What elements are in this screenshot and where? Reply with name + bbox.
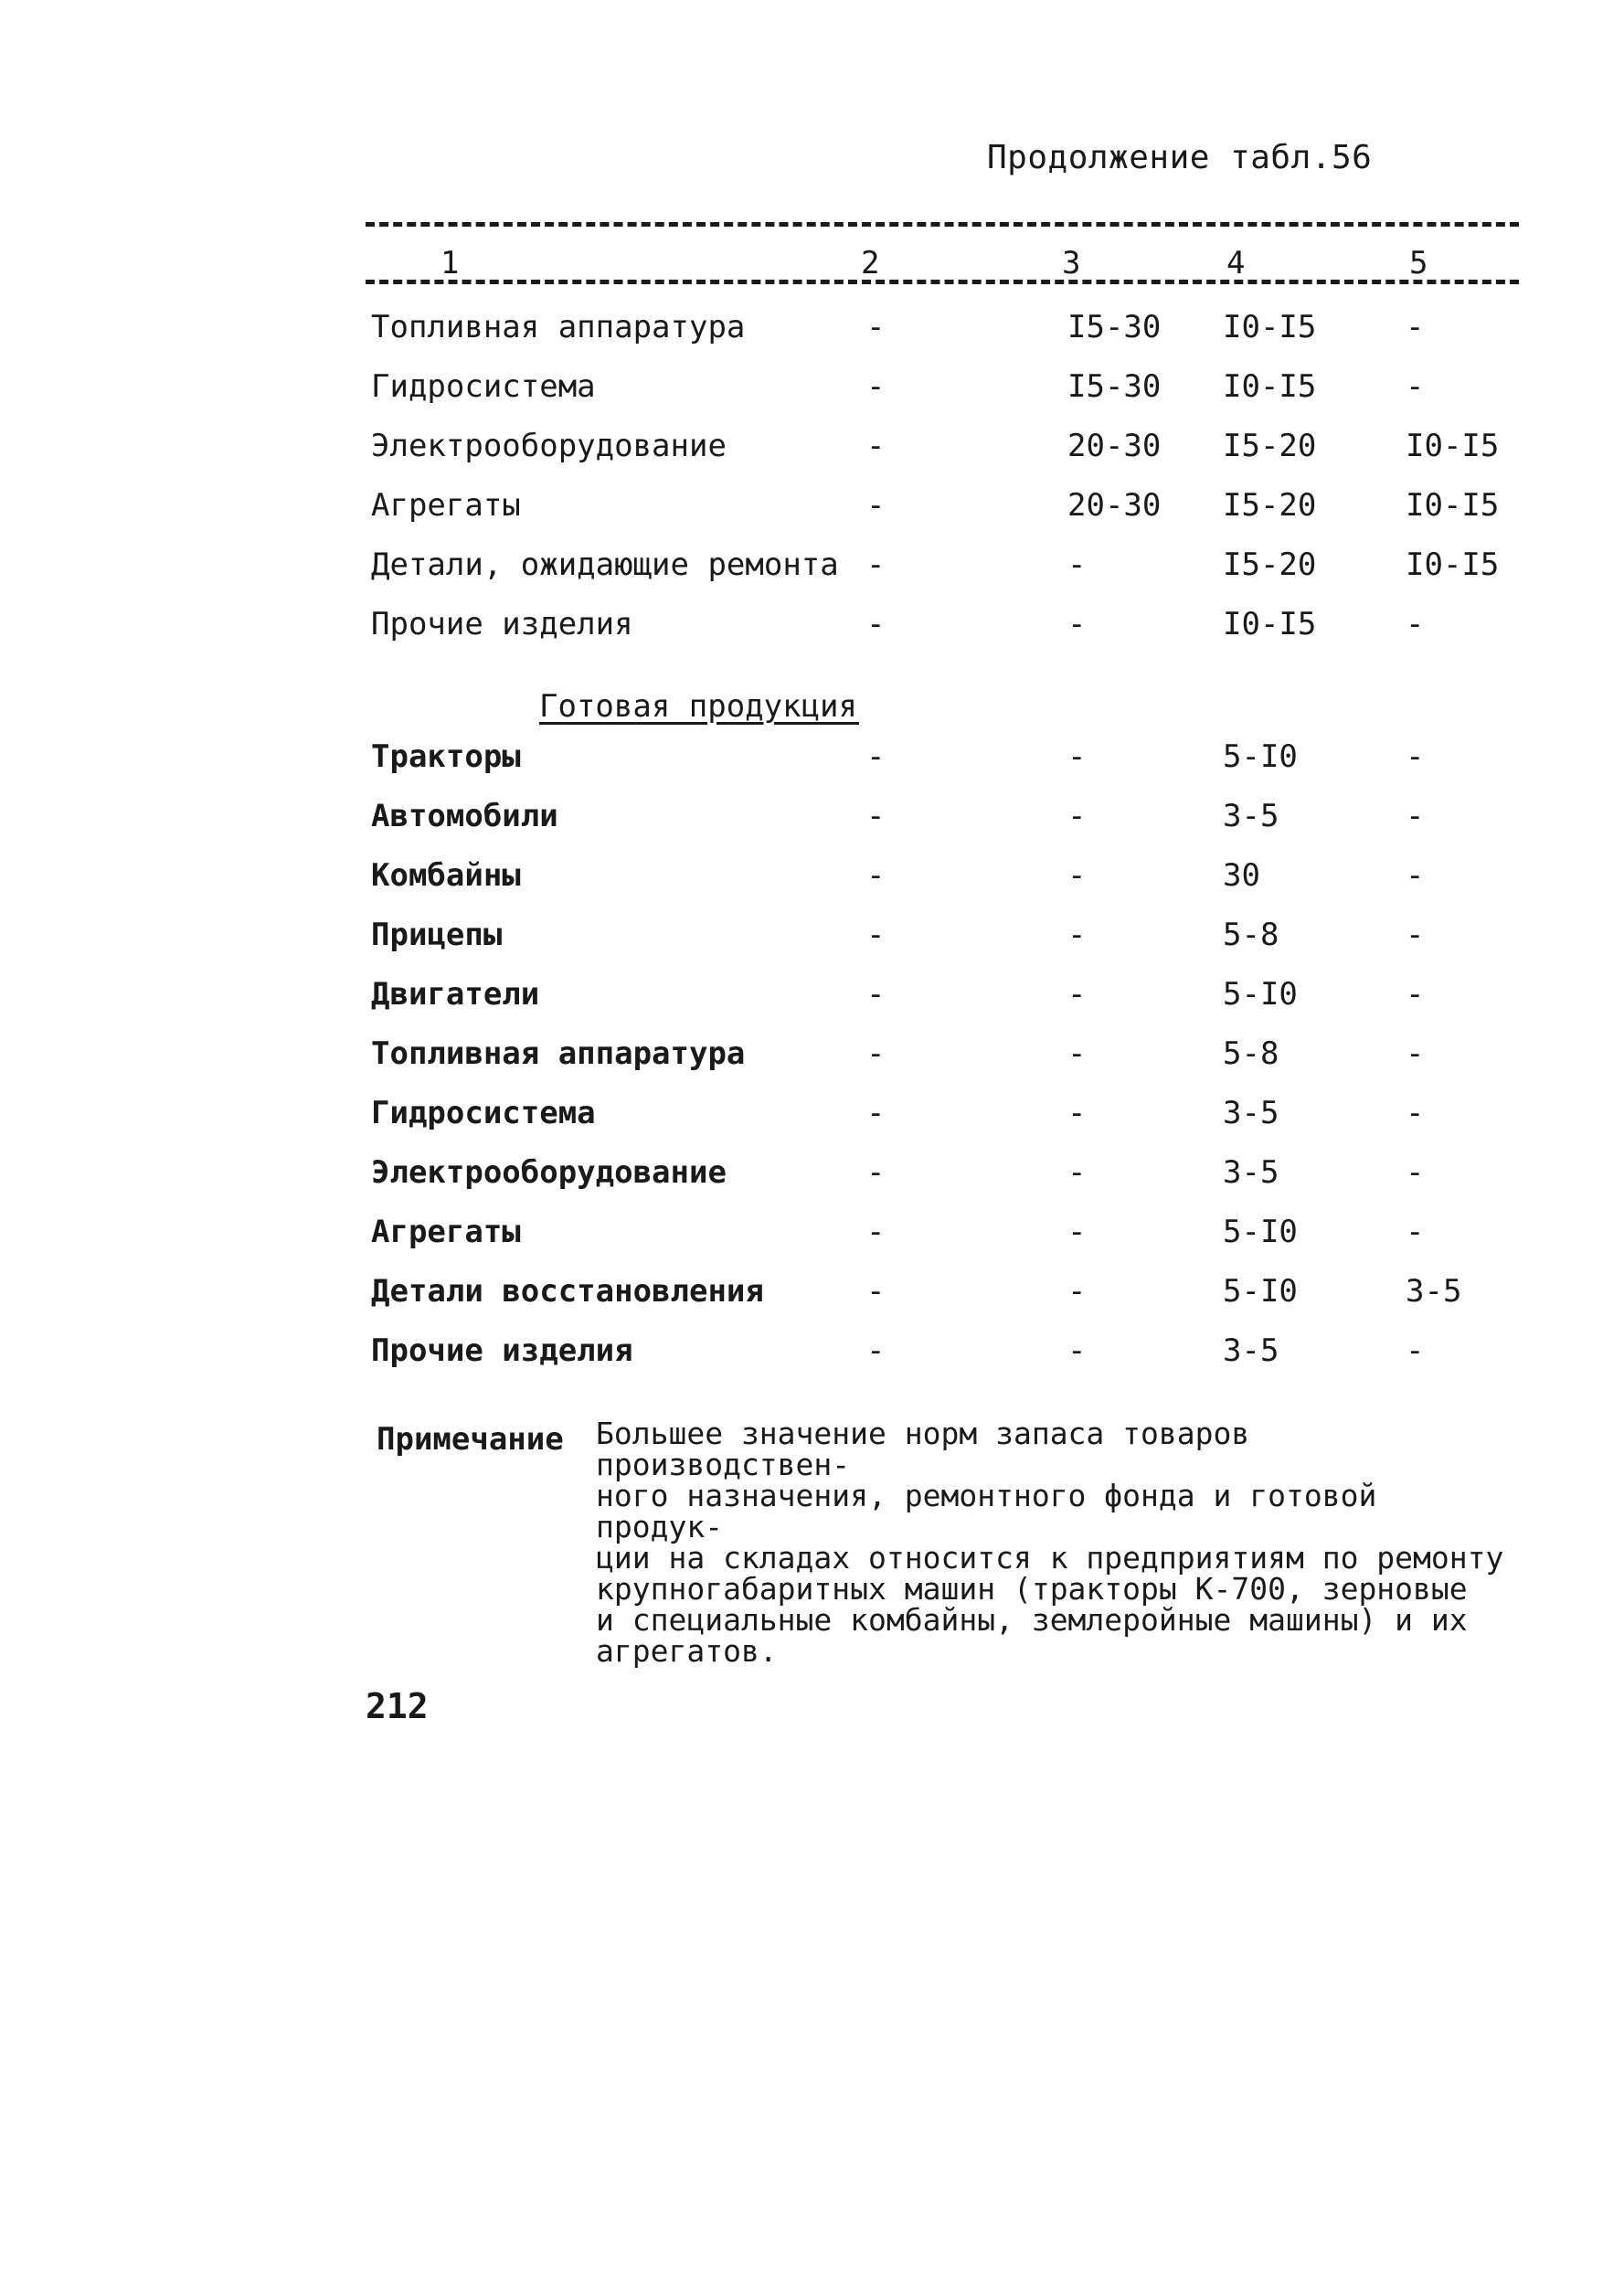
cell-col5: 3-5	[1406, 1273, 1462, 1310]
cell-col2: -	[866, 1035, 886, 1072]
column-header-5: 5	[1406, 245, 1431, 281]
cell-col3: -	[1067, 798, 1087, 834]
cell-col2: -	[866, 309, 886, 345]
cell-col4: 30	[1223, 857, 1260, 894]
row-name: Двигатели	[371, 976, 540, 1013]
table-top-rule	[366, 222, 1519, 227]
row-name: Детали, ожидающие ремонта	[371, 547, 839, 583]
cell-col2: -	[866, 917, 886, 953]
row-name: Детали восстановления	[371, 1273, 764, 1310]
cell-col3: -	[1067, 606, 1087, 642]
cell-col4: 3-5	[1223, 1154, 1279, 1191]
column-header-3: 3	[1058, 245, 1084, 281]
row-name: Электрооборудование	[371, 428, 727, 464]
row-name: Гидросистема	[371, 368, 596, 405]
cell-col4: 5-I0	[1223, 976, 1298, 1013]
table-row	[366, 420, 1519, 472]
table-row	[366, 1266, 1519, 1317]
cell-col3: 20-30	[1067, 428, 1162, 464]
column-header-1: 1	[437, 245, 462, 281]
table-row	[366, 480, 1519, 531]
cell-col2: -	[866, 1332, 886, 1369]
table-row	[366, 1325, 1519, 1376]
cell-col2: -	[866, 1095, 886, 1131]
table-row	[366, 1206, 1519, 1258]
cell-col3: -	[1067, 1273, 1087, 1310]
cell-col3: -	[1067, 857, 1087, 894]
cell-col2: -	[866, 798, 886, 834]
table-row	[366, 791, 1519, 842]
row-name: Прочие изделия	[371, 606, 633, 642]
cell-col5: -	[1406, 1214, 1425, 1250]
cell-col4: 3-5	[1223, 798, 1279, 834]
note-text: Большее значение норм запаса товаров производствен- ного назначения, ремонтного фонда и готовой продук- ции на складах относится к предприятиям по ремонту крупногабаритных машин (тракторы К-700, зерновые и специальные комбайны, землеройные машины) и их агрегатов.	[596, 1416, 1504, 1669]
cell-col3: -	[1067, 1035, 1087, 1072]
table-row	[366, 599, 1519, 650]
cell-col5: -	[1406, 1154, 1425, 1191]
table-row	[366, 361, 1519, 412]
row-name: Автомобили	[371, 798, 558, 834]
cell-col5: -	[1406, 606, 1425, 642]
table-row	[366, 909, 1519, 960]
cell-col5: -	[1406, 976, 1425, 1013]
page-number: 212	[366, 1686, 429, 1726]
cell-col5: -	[1406, 368, 1425, 405]
row-name: Тракторы	[371, 738, 521, 775]
cell-col2: -	[866, 857, 886, 894]
cell-col4: 3-5	[1223, 1332, 1279, 1369]
cell-col4: I0-I5	[1223, 606, 1317, 642]
cell-col3: I5-30	[1067, 309, 1162, 345]
cell-col5: I0-I5	[1406, 547, 1500, 583]
cell-col3: -	[1067, 976, 1087, 1013]
table-row	[366, 969, 1519, 1020]
cell-col4: I5-20	[1223, 428, 1317, 464]
cell-col5: -	[1406, 798, 1425, 834]
cell-col5: -	[1406, 309, 1425, 345]
row-name: Топливная аппаратура	[371, 309, 746, 345]
cell-col4: I5-20	[1223, 547, 1317, 583]
table-row	[366, 302, 1519, 353]
row-name: Агрегаты	[371, 487, 521, 524]
cell-col2: -	[866, 738, 886, 775]
cell-col2: -	[866, 547, 886, 583]
table-row	[366, 539, 1519, 590]
cell-col5: -	[1406, 917, 1425, 953]
row-name: Комбайны	[371, 857, 521, 894]
cell-col5: -	[1406, 1332, 1425, 1369]
cell-col2: -	[866, 1154, 886, 1191]
cell-col4: 5-I0	[1223, 738, 1298, 775]
cell-col4: 5-8	[1223, 1035, 1279, 1072]
table-header-rule	[366, 280, 1519, 284]
row-name: Электрооборудование	[371, 1154, 727, 1191]
cell-col4: I5-20	[1223, 487, 1317, 524]
table-row	[366, 850, 1519, 901]
cell-col4: 5-8	[1223, 917, 1279, 953]
table-row	[366, 1088, 1519, 1139]
row-name: Прицепы	[371, 917, 503, 953]
cell-col4: I0-I5	[1223, 309, 1317, 345]
note-label: Примечание	[377, 1421, 564, 1458]
cell-col3: -	[1067, 1095, 1087, 1131]
column-header-2: 2	[857, 245, 883, 281]
cell-col4: 5-I0	[1223, 1273, 1298, 1310]
cell-col2: -	[866, 428, 886, 464]
section-title-underline	[804, 722, 859, 725]
cell-col5: -	[1406, 1035, 1425, 1072]
cell-col5: I0-I5	[1406, 487, 1500, 524]
row-name: Гидросистема	[371, 1095, 596, 1131]
cell-col2: -	[866, 487, 886, 524]
cell-col3: -	[1067, 547, 1087, 583]
cell-col2: -	[866, 1273, 886, 1310]
cell-col3: -	[1067, 738, 1087, 775]
cell-col4: I0-I5	[1223, 368, 1317, 405]
table-row	[366, 731, 1519, 782]
cell-col3: I5-30	[1067, 368, 1162, 405]
cell-col3: -	[1067, 1154, 1087, 1191]
cell-col2: -	[866, 368, 886, 405]
table-row	[366, 1147, 1519, 1198]
row-name: Прочие изделия	[371, 1332, 633, 1369]
cell-col5: -	[1406, 1095, 1425, 1131]
cell-col3: 20-30	[1067, 487, 1162, 524]
cell-col3: -	[1067, 917, 1087, 953]
cell-col2: -	[866, 606, 886, 642]
table-row	[366, 1028, 1519, 1079]
cell-col4: 3-5	[1223, 1095, 1279, 1131]
section-title: Готовая продукция	[539, 688, 857, 725]
cell-col2: -	[866, 1214, 886, 1250]
cell-col5: -	[1406, 738, 1425, 775]
cell-col2: -	[866, 976, 886, 1013]
column-header-4: 4	[1223, 245, 1248, 281]
cell-col3: -	[1067, 1214, 1087, 1250]
row-name: Агрегаты	[371, 1214, 521, 1250]
cell-col5: I0-I5	[1406, 428, 1500, 464]
table-continuation-caption: Продолжение табл.56	[987, 139, 1373, 176]
row-name: Топливная аппаратура	[371, 1035, 746, 1072]
cell-col5: -	[1406, 857, 1425, 894]
cell-col4: 5-I0	[1223, 1214, 1298, 1250]
cell-col3: -	[1067, 1332, 1087, 1369]
